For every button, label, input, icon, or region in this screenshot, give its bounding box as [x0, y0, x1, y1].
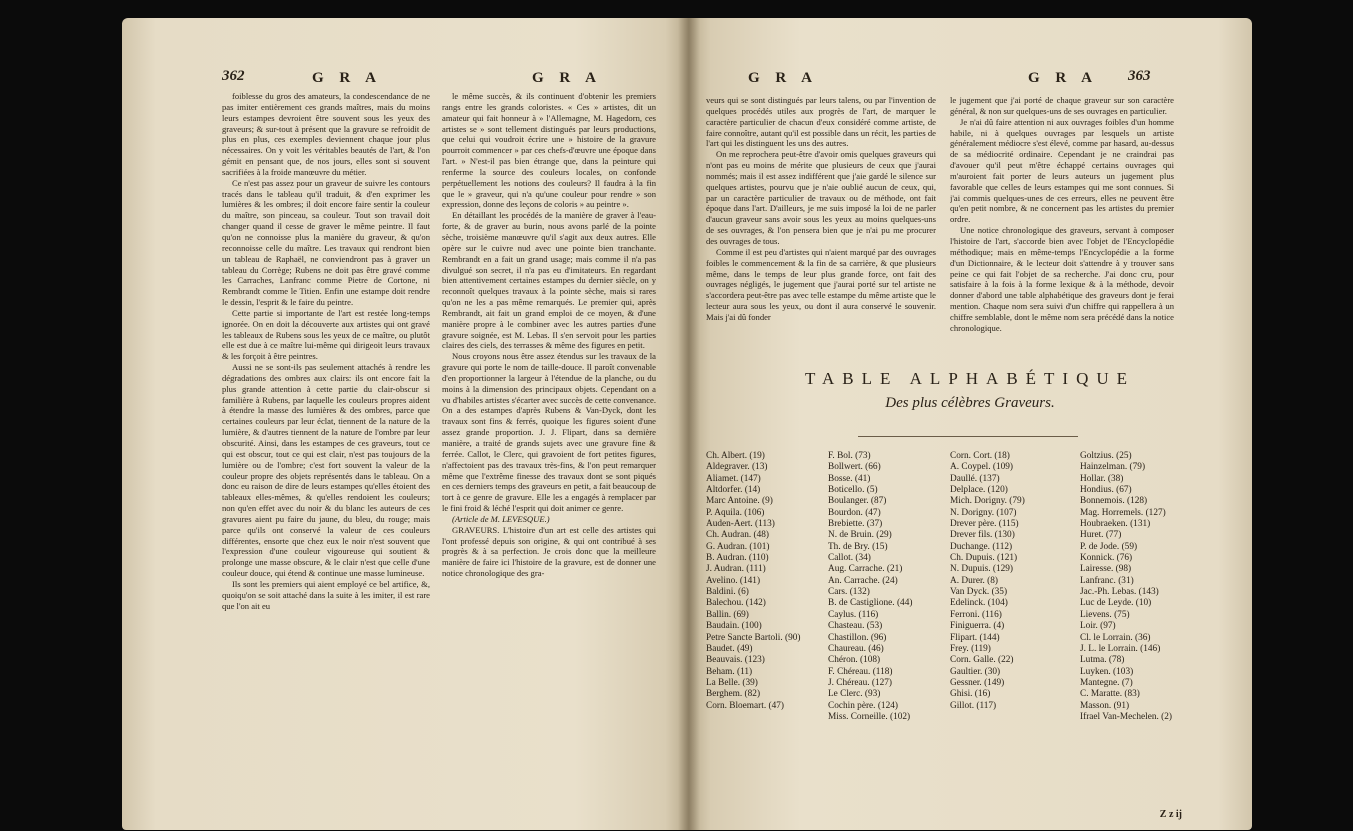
index-entry: P. Aquila. (106) — [706, 507, 765, 518]
index-entry: Beham. (11) — [706, 666, 753, 677]
index-entry: Huret. (77) — [1080, 530, 1122, 541]
index-entry: Hollar. (38) — [1080, 473, 1124, 484]
index-entry: Finiguerra. (4) — [950, 621, 1005, 632]
index-entry: Edelinck. (104) — [950, 598, 1008, 609]
index-entry: Frey. (119) — [950, 643, 991, 654]
index-entry: Th. de Bry. (15) — [828, 541, 888, 552]
index-entry: Lairesse. (98) — [1080, 564, 1132, 575]
right-page-column-1 — [706, 95, 936, 360]
index-entry: Loir. (97) — [1080, 621, 1116, 632]
open-book — [122, 18, 1252, 830]
index-entry: Gillot. (117) — [950, 700, 997, 711]
paragraph: veurs qui se sont distingués par leurs talens, ou par l'invention de quelques procédés utiles aux progrès de l'art, de marquer le caractère particulier de chacun d'eux considéré comme artiste, de faire connoître, autant qu'il est possible dans un récit, les parties de l'art qui les distinguent les uns des autres. — [706, 95, 936, 149]
index-entry: Ferroni. (116) — [950, 609, 1002, 620]
index-entry: Caylus. (116) — [828, 609, 879, 620]
index-entry: Cochin père. (124) — [828, 700, 898, 711]
index-entry: Chéron. (108) — [828, 655, 881, 666]
paragraph: En détaillant les procédés de la manière de graver à l'eau-forte, & de graver au burin, nous avons parlé de la pointe sèche, troisième manœuvre qu'il s'agit aux deux autres. Elle opère sur le cuivre nud avec une pointe bien tranchante. Rembrandt en a fait un grand usage; mais comme il n'a pas divulgué son secret, il n'a pas eu d'imitateurs. En regardant bien attentivement certaines estampes du dernier siècle, on y reconnoît quelques travaux à la pointe sèche, mais si rares qu'on ne les a pas même remarqués. Le premier qui, après Rembrandt, ait fait un grand emploi de ce moyen, & d'une manière propre à le combiner avec les autres parties d'une gravure soignée, est M. Lebas. Il s'en servoit pour les parties claires des ciels, des terrasses & même des figures en petit. — [442, 210, 656, 351]
index-entry: Corn. Bloemart. (47) — [706, 700, 784, 711]
index-entry: Cl. le Lorrain. (36) — [1080, 632, 1151, 643]
index-entry: A. Coypel. (109) — [950, 462, 1014, 473]
index-entry: An. Carrache. (24) — [828, 575, 898, 586]
index-entry: Ch. Albert. (19) — [706, 451, 765, 461]
divider — [858, 436, 1078, 437]
index-entry: Corn. Cort. (18) — [950, 451, 1010, 461]
index-entry: Luyken. (103) — [1080, 666, 1134, 677]
index-entry: Drever fils. (130) — [950, 530, 1015, 541]
index-entry: B. de Castiglione. (44) — [828, 598, 913, 609]
book-gutter — [678, 18, 700, 830]
index-entry: Marc Antoine. (9) — [706, 496, 773, 507]
index-entry: Miss. Corneille. (102) — [828, 711, 911, 722]
paragraph: Je n'ai dû faire attention ni aux ouvrages foibles d'un homme habile, ni à quelques ouvrages par lesquels un artiste généralement médiocre s'est élevé, comme par hasard, au-dessus de sa médiocrité ordinaire. Cependant je ne craindrai pas d'avouer qu'il peut m'être échappé certains ouvrages qui m'auroient fait porter de leurs auteurs un jugement plus favorable que celles de leurs estampes qui me sont connues. Si j'ai commis quelques-unes de ces erreurs, elles ne peuvent être qu'en petit nombre, & ne concernent pas les artistes du premier ordre. — [950, 116, 1174, 225]
index-entry: Corn. Galle. (22) — [950, 655, 1014, 666]
article-signature: (Article de M. LEVESQUE.) — [452, 513, 550, 524]
paragraph: Ils sont les premiers qui aient employé ce bel artifice, &, quoiqu'on se soit attaché dans la suite à les imiter, il est rare que l'on ait eu — [222, 578, 430, 611]
index-column-1 — [706, 451, 824, 712]
index-entry: Duchange. (112) — [950, 541, 1013, 552]
index-entry: N. Dorigny. (107) — [950, 507, 1017, 518]
index-entry: J. Chéreau. (127) — [828, 677, 893, 688]
index-entry: P. de Jode. (59) — [1080, 541, 1138, 552]
index-entry: Luc de Leyde. (10) — [1080, 598, 1152, 609]
paragraph: Comme il est peu d'artistes qui n'aient marqué par des ouvrages foibles le commencement & la fin de sa carrière, & que plusieurs même, dans le temps de leur plus grande force, ont fait des ouvrages négligés, le jugement que j'aurai porté sur tel artiste ne s'accordera peut-être pas avec telle estampe du même artiste que le lecteur aura sous les yeux, ou dont il aura conservé le souvenir. Mais j'ai dû fonder — [706, 246, 936, 322]
index-entry: Ghisi. (16) — [950, 689, 991, 700]
index-entry: Chaurеau. (46) — [828, 643, 884, 654]
right-running-head-2: G R A — [1028, 70, 1099, 86]
index-entry: Bollwert. (66) — [828, 462, 881, 473]
table-subtitle: Des plus célèbres Graveurs. — [885, 395, 1055, 411]
index-entry: Altdorfer. (14) — [706, 485, 761, 496]
index-entry: Cars. (132) — [828, 587, 870, 598]
index-entry: F. Chéreau. (118) — [828, 666, 893, 677]
index-entry: Flipart. (144) — [950, 632, 1000, 643]
paragraph: le même succès, & ils continuent d'obtenir les premiers rangs entre les grands coloristes. « Ces » artistes, dit un amateur qui fait honneur à » l'Allemagne, M. Hagedorn, ces artistes se » sont tellement distingués par leurs productions, que celui qui voudroit écrire une » histoire de la gravure pourroit commencer » par ces chefs-d'œuvre une époque dans l'art. » N'est-il pas bien étrange que, dans la peinture qui renferme la source des couleurs locales, on confonde perpétuellement les notions des couleurs? Il faudra à la fin que le » graveur, qui n'a qu'une couleur pour rendre » son expression, donne des leçons de coloris » au peintre ». — [442, 91, 656, 210]
right-page — [688, 18, 1252, 830]
signature-mark: Z z ij — [1159, 809, 1182, 820]
index-entry: Mantegne. (7) — [1080, 677, 1133, 688]
index-entry: F. Bol. (73) — [828, 451, 871, 461]
index-entry: Balechou. (142) — [706, 598, 766, 609]
index-entry: J. Audran. (111) — [706, 564, 766, 575]
paragraph: On me reprochera peut-être d'avoir omis quelques graveurs qui n'ont pas eu moins de mérite que plusieurs de ceux que j'aurai nommés; mais il est assez indifférent que j'aie gardé le silence sur quelques artistes, pourvu que je n'aie oublié aucun de ceux, qui, par un caractère particulier de travaux ou de méthode, ont fait époque dans l'art. D'ailleurs, je me suis imposé la loi de ne parler d'aucun graveur sans avoir sous les yeux au moins quelques-uns de ses ouvrages, & l'on pensera bien que je n'ai pu me procurer des ouvrages de tous. — [706, 149, 936, 246]
index-entry: B. Audran. (110) — [706, 553, 769, 564]
left-running-head-1: G R A — [312, 70, 383, 86]
index-entry: N. de Bruin. (29) — [828, 530, 892, 541]
index-entry: Van Dyck. (35) — [950, 587, 1008, 598]
index-entry: Jac.-Ph. Lebas. (143) — [1080, 587, 1159, 598]
left-page-number: 362 — [222, 68, 245, 84]
index-entry: G. Audran. (101) — [706, 541, 770, 552]
index-entry: Boulanger. (87) — [828, 496, 887, 507]
index-entry: Aug. Carrache. (21) — [828, 564, 903, 575]
paragraph: GRAVEURS. L'histoire d'un art est celle des artistes qui l'ont professé depuis son origine, & qui ont contribué à ses progrès & à sa perfection. Je crois donc que la meilleure manière de faire ici l'histoire de la gravure, est de donner une notice chronologique des gra- — [442, 524, 656, 579]
index-entry: Lievens. (75) — [1080, 609, 1130, 620]
index-entry: Hondius. (67) — [1080, 485, 1132, 496]
index-entry: Aldegraver. (13) — [706, 462, 768, 473]
paragraph: le jugement que j'ai porté de chaque graveur sur son caractère général, & non sur quelques-uns de ses ouvrages en particulier. — [950, 95, 1174, 116]
paragraph: Aussi ne se sont-ils pas seulement attachés à rendre les dégradations des ombres aux clairs: ils ont encore fait la plus grande attention à cette partie du clair-obscur si familière à Rubens, par laquelle les couleurs propres aident à étendre la masse des lumières & des ombres, parce que certaines couleurs par leur éclat, tiennent de la nature de la lumière, & d'autres tiennent de la nature de l'ombre par leur obscurité. Ainsi, dans les estampes de ces graveurs, tout ce qui est obscur, tout ce qui est clair, n'est pas toujours de la lumière ou de l'ombre; c'est fort souvent la valeur de la couleur propre des objets représentés dans le tableau. On a donc eu raison de dire de leurs estampes qu'elles étoient des tableaux elles-mêmes, & qu'elles rendoient les couleurs; non qu'en effet avec du noir & du blanc les auteurs de ces gravures aient pu faire du jaune, du bleu, du rouge; mais parce qu'ils ont conservé la valeur de ces couleurs différentes, ensorte que chez eux le noir n'est souvent que l'expression d'une couleur vigoureuse qui soutient & prolonge une masse obscure, & le clair n'est que celle d'une couleur douce, qui étend & continue une masse lumineuse. — [222, 362, 430, 579]
index-entry: Petre Sancte Bartoli. (90) — [706, 632, 801, 643]
table-title: TABLE ALPHABÉTIQUE — [804, 369, 1136, 388]
index-entry: Le Clerc. (93) — [828, 689, 881, 700]
index-entry: Ballin. (69) — [706, 609, 749, 620]
index-entry: Drever père. (115) — [950, 519, 1019, 530]
index-entry: Lanfranc. (31) — [1080, 575, 1134, 586]
index-entry: Lutma. (78) — [1080, 655, 1125, 666]
left-running-head-2: G R A — [532, 70, 603, 86]
left-page-column-2 — [442, 91, 656, 818]
index-entry: La Belle. (39) — [706, 677, 758, 688]
paragraph: Cette partie si importante de l'art est restée long-temps ignorée. On en doit la découverte aux artistes qui ont gravé les tableaux de Rubens sous les yeux de ce maître, ou plutôt elle est due à ce maître lui-même qui dirigeoit leurs travaux & les forçoit à être peintres. — [222, 307, 430, 362]
index-entry: Delplace. (120) — [950, 485, 1008, 496]
index-entry: Konnick. (76) — [1080, 553, 1133, 564]
index-entry: Masson. (91) — [1080, 700, 1130, 711]
index-entry: Berghem. (82) — [706, 689, 761, 700]
index-entry: Mich. Dorigny. (79) — [950, 496, 1025, 507]
index-entry: Beauvais. (123) — [706, 655, 765, 666]
paragraph: Nous croyons nous être assez étendus sur les travaux de la gravure qui porte le nom de taille-douce. Il paroît convenable d'en proportionner la largeur à l'étendue de la planche, ou du moins à la dimension des principaux objets. Cependant on a vu d'habiles artistes s'écarter avec succès de cette convenance. On a des estampes d'après Rubens & Van-Dyck, dont les travaux sont fins & ferrés, quoique les figures soient d'une assez grande proportion. J. J. Flipart, dans sa dernière manière, a traité de grands sujets avec une gravure fine & ferrée. Callot, le Clerc, qui gravoient de fort petites figures, n'affectoient pas des travaux très-fins, & l'on peut remarquer même que l'extrême finesse des travaux dont se sont piqués en ces derniers temps des graveurs en petit, a fait beaucoup de tort à ce genre de gravure. Elle les a engagés à remplacer par le fini froid & léché l'esprit qui doit animer ce genre. — [442, 351, 656, 514]
left-page — [122, 18, 688, 830]
index-entry: Auden-Aert. (113) — [706, 519, 775, 530]
index-entry: Gessner. (149) — [950, 677, 1005, 688]
index-column-2 — [828, 451, 946, 723]
index-entry: Daullé. (137) — [950, 473, 1000, 484]
index-entry: Chasteau. (53) — [828, 621, 883, 632]
index-entry: Bourdon. (47) — [828, 507, 881, 518]
index-entry: J. L. le Lorrain. (146) — [1080, 643, 1161, 654]
index-entry: N. Dupuis. (129) — [950, 564, 1014, 575]
index-entry: Mag. Horremels. (127) — [1080, 507, 1166, 518]
index-entry: Hainzelman. (79) — [1080, 462, 1146, 473]
index-entry: Ifrael Van-Mechelen. (2) — [1080, 711, 1172, 722]
left-page-column-1 — [222, 91, 430, 818]
right-running-head-1: G R A — [748, 70, 819, 86]
right-page-column-2 — [950, 95, 1174, 360]
index-entry: Ch. Audran. (48) — [706, 530, 770, 541]
index-entry: Bosse. (41) — [828, 473, 871, 484]
index-entry: Goltzius. (25) — [1080, 451, 1132, 461]
index-entry: Houbraeken. (131) — [1080, 519, 1151, 530]
index-entry: Brebiette. (37) — [828, 519, 883, 530]
index-entry: Bonnemois. (128) — [1080, 496, 1148, 507]
index-entry: Gaultier. (30) — [950, 666, 1001, 677]
index-entry: Chastillon. (96) — [828, 632, 887, 643]
index-entry: Boticello. (5) — [828, 485, 878, 496]
index-entry: Callot. (34) — [828, 553, 871, 564]
index-column-4 — [1080, 451, 1202, 723]
paragraph: Une notice chronologique des graveurs, servant à composer l'histoire de l'art, s'accorde bien avec l'objet de l'Encyclopédie méthodique; mais en même-temps l'Encyclopédie a la forme d'un Dictionnaire, & le lecteur doit s'attendre à y trouver sans peine ce qui fait l'objet de sa recherche. J'ai donc cru, pour satisfaire à la fois à la forme lexique & à la méthode, devoir donner d'abord une table alphabétique des graveurs dont je ferai mention. Chaque nom sera suivi d'un chiffre qui rappellera à un chiffre semblable, dont le même nom sera précédé dans la notice chronologique. — [950, 225, 1174, 333]
index-entry: Baudet. (49) — [706, 643, 753, 654]
paragraph: Ce n'est pas assez pour un graveur de suivre les contours tracés dans le tableau qu'il traduit, & d'en exprimer les lumières & les ombres; il doit encore faire sentir la couleur du maître, son pinceau, sa couleur. Tout son travail doit changer quand il cesse de graver le même peintre. Il faut qu'on ne connoisse plus la manière du graveur, & qu'on reconnoisse celle du maître. Les travaux qui rendront bien un tableau de Raphaël, ne conviendront pas à graver un tableau du Corrège; Rubens ne doit pas être gravé comme les Carraches, Lanfranc comme Pietre de Cortone, ni Rembrandt comme le Titien. Enfin une estampe doit rendre le dessin, l'esprit & le faire du peintre. — [222, 177, 430, 308]
index-entry: Aliamet. (147) — [706, 473, 761, 484]
index-entry: Baldini. (6) — [706, 587, 749, 598]
index-entry: Ch. Dupuis. (121) — [950, 553, 1018, 564]
index-entry: Baudain. (100) — [706, 621, 762, 632]
right-page-number: 363 — [1128, 68, 1151, 84]
index-entry: Avelino. (141) — [706, 575, 761, 586]
index-column-3 — [950, 451, 1070, 712]
index-entry: C. Maratte. (83) — [1080, 689, 1140, 700]
index-entry: A. Durer. (8) — [950, 575, 999, 586]
paragraph: foiblesse du gros des amateurs, la condescendance de ne pas imiter entièrement ces grands maîtres, mais du moins leurs estampes devroient être souvent sous les yeux des graveurs; & sur-tout à présent que la gravure se refroidit de plus en plus, ces exemples deviennent chaque jour plus nécessaires. On y voit les véritables beautés de l'art, & l'on gémit en pensant que, de nos jours, elles sont si souvent sacrifiées à la froide manœuvre du métier. — [222, 91, 430, 177]
